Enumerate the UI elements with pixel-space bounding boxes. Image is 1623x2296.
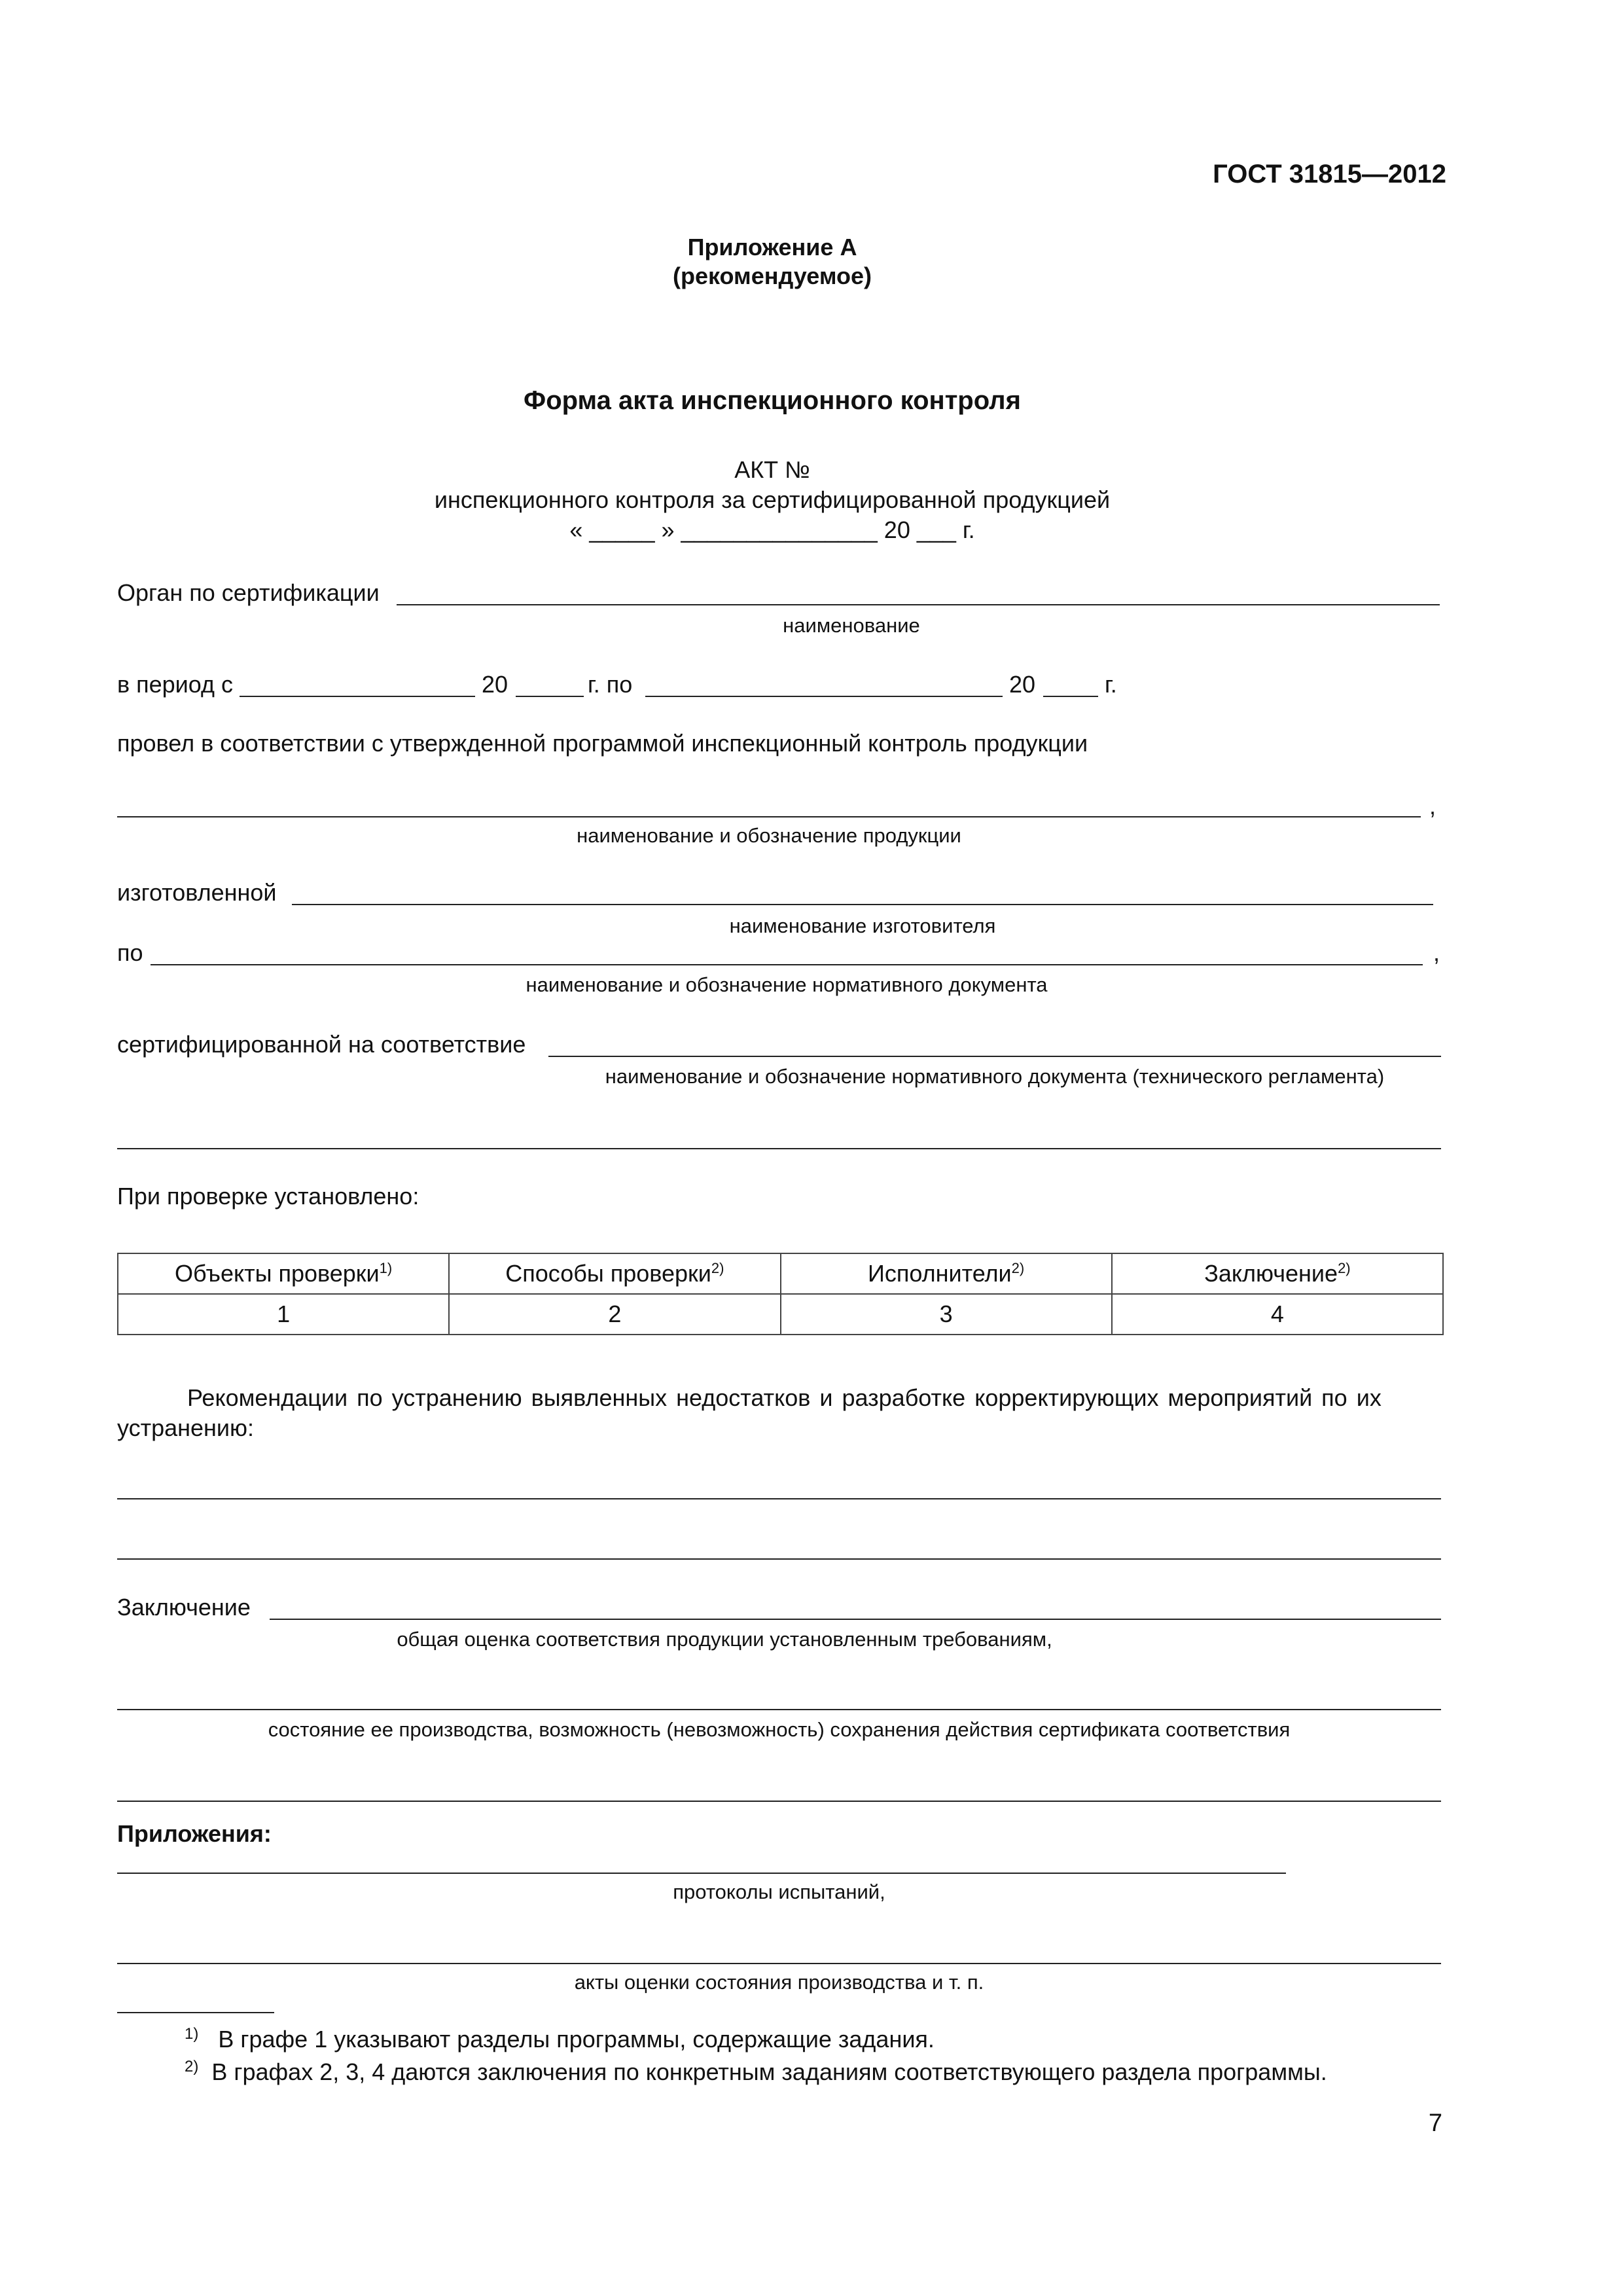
recommendations-field-2[interactable] xyxy=(117,1558,1441,1560)
act-date-line: « _____ » _______________ 20 ___ г. xyxy=(569,516,975,543)
footnote-1: $^{1)}$ В графе 1 указывают разделы программы, содержащие задания. xyxy=(185,2025,935,2053)
conclusion-caption-2: состояние ее производства, возможность (невозможность) сохранения действия сертификата соответствия xyxy=(268,1718,1291,1741)
appendix-title: Приложение А xyxy=(687,234,857,260)
manufactured-label: изготовленной xyxy=(117,879,277,906)
normative-caption: наименование и обозначение нормативного документа xyxy=(526,973,1048,996)
act-description: инспекционного контроля за сертифицированной продукцией xyxy=(434,486,1111,513)
conclusion-field-2[interactable] xyxy=(117,1709,1441,1710)
certification-body-label: Орган по сертификации xyxy=(117,579,380,606)
regulation-extra-line[interactable] xyxy=(117,1148,1441,1149)
certification-body-caption: наименование xyxy=(783,614,920,637)
product-caption: наименование и обозначение продукции xyxy=(577,824,961,847)
certification-body-field[interactable] xyxy=(397,604,1440,605)
act-number-label: АКТ № xyxy=(734,456,810,483)
page-number: 7 xyxy=(1428,2109,1442,2137)
product-field[interactable] xyxy=(117,816,1421,817)
footnote-separator xyxy=(117,2012,274,2013)
period-year-b: 20 xyxy=(1009,671,1036,698)
by-label: по xyxy=(117,939,143,966)
table-header-cell: Заключение$^{2)}$ xyxy=(1112,1253,1443,1294)
certified-label: сертифицированной на соответствие xyxy=(117,1031,526,1058)
attachments-label: Приложения: xyxy=(117,1820,272,1847)
conducted-text: провел в соответствии с утвержденной программой инспекционный контроль продукции xyxy=(117,730,1088,757)
attachments-field-1[interactable] xyxy=(117,1873,1286,1874)
table-number-cell: 2 xyxy=(449,1294,780,1335)
recommendations-line2: устранению: xyxy=(117,1414,255,1441)
normative-field[interactable] xyxy=(151,964,1423,965)
normative-comma: , xyxy=(1433,939,1440,966)
period-from-field[interactable] xyxy=(240,696,475,697)
inspection-table xyxy=(117,1253,1444,1335)
conclusion-caption-1: общая оценка соответствия продукции установленным требованиям, xyxy=(397,1628,1052,1651)
conclusion-field-1[interactable] xyxy=(270,1619,1441,1620)
table-header-cell: Исполнители$^{2)}$ xyxy=(781,1253,1112,1294)
recommendations-field-1[interactable] xyxy=(117,1498,1441,1499)
attachments-field-2[interactable] xyxy=(117,1963,1441,1964)
regulation-caption: наименование и обозначение нормативного документа (технического регламента) xyxy=(605,1065,1385,1088)
attachments-caption-2: акты оценки состояния производства и т. п. xyxy=(574,1971,984,1994)
standard-number: ГОСТ 31815—2012 xyxy=(1213,160,1446,188)
period-year-a-field[interactable] xyxy=(516,696,584,697)
table-header-cell: Объекты проверки$^{1)}$ xyxy=(118,1253,449,1294)
manufacturer-caption: наименование изготовителя xyxy=(729,914,996,937)
table-number-cell: 1 xyxy=(118,1294,449,1335)
table-number-cell: 3 xyxy=(781,1294,1112,1335)
period-end: г. xyxy=(1105,671,1117,698)
inspection-intro: При проверке установлено: xyxy=(117,1183,419,1210)
period-to-field[interactable] xyxy=(645,696,1003,697)
table-header-row xyxy=(118,1253,1443,1294)
period-to-label: г. по xyxy=(588,671,633,698)
period-year-a: 20 xyxy=(482,671,508,698)
period-from-label: в период с xyxy=(117,671,234,698)
product-comma: , xyxy=(1429,793,1436,819)
manufacturer-field[interactable] xyxy=(292,904,1433,905)
appendix-subtitle: (рекомендуемое) xyxy=(673,262,872,289)
regulation-field[interactable] xyxy=(548,1056,1441,1057)
table-number-cell: 4 xyxy=(1112,1294,1443,1335)
recommendations-line1: Рекомендации по устранению выявленных недостатков и разработке корректирующих мероприятий по их xyxy=(187,1384,1382,1411)
footnote-2: $^{2)}$ В графах 2, 3, 4 даются заключения по конкретным заданиям соответствующего раздела программы. xyxy=(185,2058,1327,2085)
table-header-cell: Способы проверки$^{2)}$ xyxy=(449,1253,780,1294)
period-year-b-field[interactable] xyxy=(1043,696,1098,697)
conclusion-field-3[interactable] xyxy=(117,1801,1441,1802)
form-title: Форма акта инспекционного контроля xyxy=(524,386,1021,415)
conclusion-label: Заключение xyxy=(117,1594,251,1621)
table-number-row xyxy=(118,1294,1443,1335)
attachments-caption-1: протоколы испытаний, xyxy=(673,1880,885,1903)
